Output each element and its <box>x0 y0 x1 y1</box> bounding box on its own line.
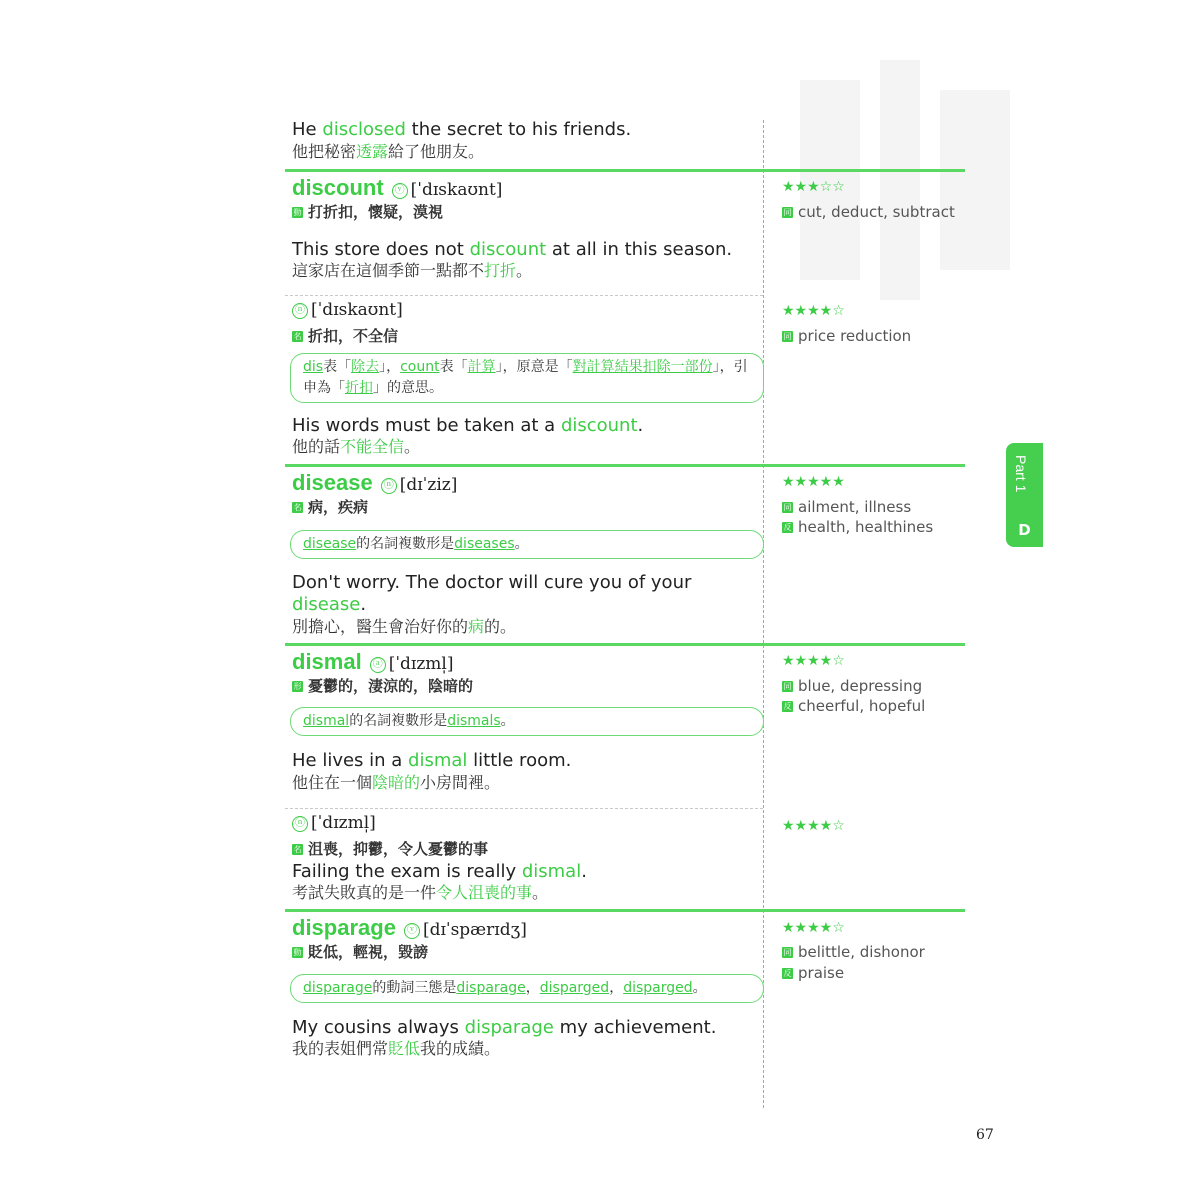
antonym-tag-icon: 反 <box>783 968 792 978</box>
pronunciation: [dɪˈziz] <box>399 475 458 495</box>
antonyms: 反 cheerful, hopeful <box>783 697 926 715</box>
headword: discount <box>292 175 384 200</box>
column-divider <box>763 120 764 1108</box>
antonym-tag-icon: 反 <box>783 701 792 711</box>
example-sentence-zh: 考試失敗真的是一件令人沮喪的事。 <box>292 883 549 902</box>
page-number: 67 <box>976 1127 994 1143</box>
synonyms: 同 price reduction <box>783 327 912 345</box>
sense-divider <box>285 808 763 809</box>
synonyms: 同 belittle, dishonor <box>783 943 925 961</box>
definition: 名 病，疾病 <box>293 498 369 516</box>
pos-tag-icon: 名 <box>293 331 302 341</box>
frequency-stars: ★★★★☆ <box>782 818 845 834</box>
example-sentence-zh: 別擔心，醫生會治好你的病的。 <box>292 617 517 636</box>
headword: disease <box>292 470 373 495</box>
definition: 名 折扣，不全信 <box>293 327 399 345</box>
definition: 名 沮喪，抑鬱，令人憂鬱的事 <box>293 840 489 858</box>
synonym-tag-icon: 同 <box>783 947 792 957</box>
section-tab-part: Part 1 <box>1013 455 1029 493</box>
sense-dismal-noun <box>292 813 376 839</box>
synonyms: 同 ailment, illness <box>783 498 912 516</box>
headword-disparage <box>292 915 527 941</box>
headword-disease <box>292 470 457 496</box>
pos-adjective-icon: ⓐ <box>370 657 386 673</box>
grammar-note: disparage的動詞三態是disparage，disparged，disparged。 <box>290 974 764 1003</box>
section-tab[interactable] <box>1006 443 1043 547</box>
pronunciation: [ˈdɪzml̩] <box>388 654 454 674</box>
grammar-note: dismal的名詞複數形是dismals。 <box>290 707 764 736</box>
example-sentence-zh: 他住在一個陰暗的小房間裡。 <box>292 773 501 792</box>
pronunciation: [ˈdɪskaʊnt] <box>311 300 403 320</box>
frequency-stars: ★★★★☆ <box>782 653 845 669</box>
pos-noun-icon: ⓝ <box>292 816 308 832</box>
example-sentence-en: Don't worry. The doctor will cure you of your disease. <box>292 572 692 615</box>
synonym-tag-icon: 同 <box>783 681 792 691</box>
example-sentence-en: My cousins always disparage my achievement. <box>292 1017 717 1038</box>
synonyms: 同 cut, deduct, subtract <box>783 203 955 221</box>
pos-tag-icon: 名 <box>293 502 302 512</box>
pos-tag-icon: 動 <box>293 947 302 957</box>
pos-tag-icon: 名 <box>293 844 302 854</box>
example-sentence-en: His words must be taken at a discount. <box>292 415 644 436</box>
pronunciation: [dɪˈspærɪdʒ] <box>422 920 527 940</box>
example-sentence-zh: 他把秘密透露給了他朋友。 <box>292 142 485 161</box>
synonyms: 同 blue, depressing <box>783 677 923 695</box>
pronunciation: [ˈdɪskaʊnt] <box>410 180 503 200</box>
antonyms: 反 praise <box>783 964 845 982</box>
grammar-note: disease的名詞複數形是diseases。 <box>290 530 764 559</box>
sense-divider <box>285 295 763 296</box>
definition: 動 貶低，輕視，毀謗 <box>293 943 429 961</box>
pos-verb-icon: ⓥ <box>404 923 420 939</box>
pronunciation: [ˈdɪzml̩] <box>311 813 376 833</box>
definition: 形 憂鬱的，淒涼的，陰暗的 <box>293 677 474 695</box>
etymology-note: dis表「除去」，count表「計算」，原意是「對計算結果扣除一部份」，引申為「折扣」的意思。 <box>290 353 764 403</box>
definition: 動 打折扣，懷疑，漠視 <box>293 203 444 221</box>
pos-verb-icon: ⓥ <box>392 183 408 199</box>
antonyms: 反 health, healthines <box>783 518 934 536</box>
frequency-stars: ★★★★☆ <box>782 920 845 936</box>
headword: disparage <box>292 915 396 940</box>
frequency-stars: ★★★☆☆ <box>782 179 845 195</box>
sense-discount-noun <box>292 300 403 326</box>
headword-discount <box>292 175 502 201</box>
synonym-tag-icon: 同 <box>783 207 792 217</box>
example-sentence-en: He lives in a dismal little room. <box>292 750 572 771</box>
section-tab-letter: D <box>1018 521 1031 539</box>
entry-divider <box>285 169 965 172</box>
pos-noun-icon: ⓝ <box>381 478 397 494</box>
synonym-tag-icon: 同 <box>783 331 792 341</box>
synonym-tag-icon: 同 <box>783 502 792 512</box>
pos-tag-icon: 動 <box>293 207 302 217</box>
example-sentence-zh: 我的表姐們常貶低我的成績。 <box>292 1039 501 1058</box>
example-sentence-en: Failing the exam is really dismal. <box>292 861 587 882</box>
entry-divider <box>285 909 965 912</box>
example-sentence-en: This store does not discount at all in this season. <box>292 239 733 260</box>
entry-divider <box>285 464 965 467</box>
example-sentence-zh: 他的話不能全信。 <box>292 437 421 456</box>
pos-tag-icon: 形 <box>293 681 302 691</box>
frequency-stars: ★★★★★ <box>782 474 845 490</box>
example-sentence-en: He disclosed the secret to his friends. <box>292 119 632 140</box>
entry-divider <box>285 643 965 646</box>
frequency-stars: ★★★★☆ <box>782 303 845 319</box>
example-sentence-zh: 這家店在這個季節一點都不打折。 <box>292 261 533 280</box>
pos-noun-icon: ⓝ <box>292 303 308 319</box>
headword: dismal <box>292 649 362 674</box>
headword-dismal <box>292 649 453 675</box>
antonym-tag-icon: 反 <box>783 522 792 532</box>
